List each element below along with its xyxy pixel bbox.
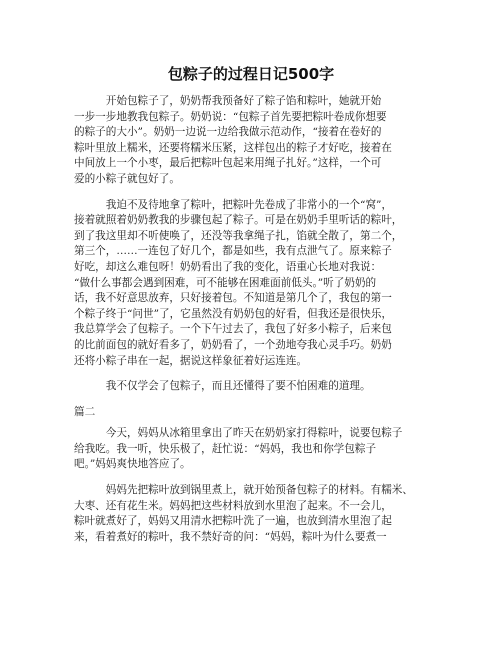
text-line: 话，我不好意思放弃，只好接着包。不知道是第几个了，我包的第一 [74, 292, 392, 305]
text-line: 吧。”妈妈爽快地答应了。 [74, 458, 191, 471]
text-line: 开始包粽子了，奶奶帮我预备好了粽子馅和粽叶，她就开始 [74, 95, 382, 107]
text-line: 中间放上一个小枣，最后把粽叶包起来用绳子扎好。”这样，一个可 [74, 157, 382, 170]
text-line: 粽叶里放上糯米，还要将糯米压紧，这样包出的粽子才好吃，接着在 [74, 141, 392, 154]
text-line: 还将小粽子串在一起，据说这样象征着好运连连。 [74, 354, 308, 367]
text-line: 的粽子的大小”。奶奶一边说一边给我做示范动作，“接着在卷好的 [74, 126, 382, 139]
text-line: 的比前面包的就好看多了，奶奶看了，一个劲地夸我心灵手巧。奶奶 [74, 338, 392, 351]
text-line: 今天，妈妈从冰箱里拿出了昨天在奶奶家打得粽叶，说要包粽子 [74, 427, 403, 440]
section-heading: 篇二 [74, 405, 96, 418]
text-line: 来，看着煮好的粽叶，我不禁好奇的问：“妈妈，粽叶为什么要煮一 [74, 530, 387, 543]
document-title: 包粽子的过程日记500字 [167, 65, 335, 83]
text-line: 一步一步地教我包粽子。奶奶说：“包粽子首先要把粽叶卷成你想要 [74, 110, 387, 123]
text-line: “做什么事都会遇到困难，可不能够在困难面前低头。”听了奶奶的 [74, 276, 377, 289]
text-line: 给我吃。我一听，快乐极了，赶忙说：“妈妈，我也和你学包粽子 [74, 442, 377, 455]
text-line: 妈妈先把粽叶放到锅里煮上，就开始预备包粽子的材料。有糯米、 [74, 484, 413, 497]
text-line: 大枣、还有花生米。妈妈把这些材料放到水里泡了起来。不一会儿， [74, 499, 392, 512]
document-body [74, 94, 484, 555]
text-line: 粽叶就煮好了，妈妈又用清水把粽叶洗了一遍，也放到清水里泡了起 [74, 515, 392, 528]
paragraph-1 [74, 94, 484, 188]
text-line: 到了我这里却不听使唤了，还没等我拿绳子扎，馅就全散了，第二个， [74, 229, 403, 242]
paragraph-2 [74, 198, 484, 370]
text-line: 第三个，……一连包了好几个，都是如些，我有点泄气了。原来粽子 [74, 245, 392, 258]
paragraph-4 [74, 426, 484, 473]
text-line: 我总算学会了包粽子。一个下午过去了，我包了好多小粽子，后来包 [74, 323, 392, 336]
text-line: 我不仅学会了包粽子，而且还懂得了要不怕困难的道理。 [74, 380, 371, 393]
text-line: 爱的小粽子就包好了。 [74, 172, 180, 185]
text-line: 好吃，却这么难包呀！奶奶看出了我的变化，语重心长地对我说： [74, 260, 382, 273]
text-line: 个粽子终于“问世”了，它虽然没有奶奶包的好看，但我还是很快乐， [74, 307, 393, 320]
paragraph-3 [74, 379, 484, 395]
text-line: 接着就照着奶奶教我的步骤包起了粽子。可是在奶奶手里听话的粽叶， [74, 214, 403, 227]
paragraph-5 [74, 483, 484, 545]
text-line: 我迫不及待地拿了粽叶，把粽叶先卷成了非常小的一个“窝”， [74, 198, 393, 211]
